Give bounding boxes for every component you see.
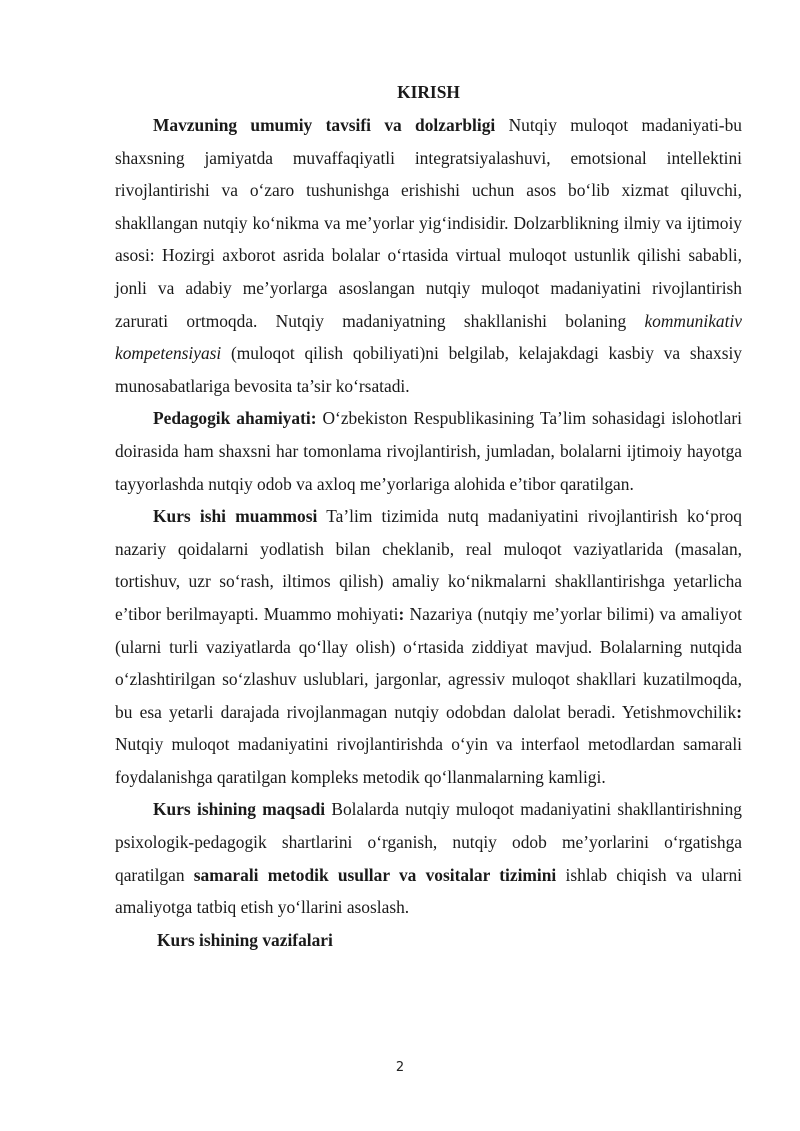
paragraph-text: O‘zbekiston Respublikasining Ta’lim sohasidagi islohotlari doirasida ham shaxsni har tomonlama rivojlantirish, jumladan, bolalarni ijtimoiy hayotga tayyorlashda nutqiy odob va axloq me’yorlariga alohida e’tibor qaratilgan. xyxy=(115,408,742,494)
paragraph-text: Nutqiy muloqot madaniyati-bu shaxsning jamiyatda muvaffaqiyatli integratsiyalashuvi, emotsional intellektini rivojlantirishi va o‘zaro tushunishga erishishi uchun asos bo‘lib xizmat qiluvchi, shakllangan nutqiy ko‘nikma va me’yorlar yig‘indisidir. Dolzarblikning ilmiy va ijtimoiy asosi: Hozirgi axborot asrida bolalar o‘rtasida virtual muloqot ustunlik qilishi sababli, jonli va adabiy me’yorlarga asoslangan nutqiy muloqot madaniyatini rivojlantirish zarurati ortmoqda. Nutqiy madaniyatning shakllanishi bolaning xyxy=(115,115,742,331)
page-content xyxy=(115,76,742,956)
page-number: 2 xyxy=(395,1060,405,1075)
paragraph-label: Kurs ishi muammosi xyxy=(153,506,318,527)
tasks-sub-heading: Kurs ishining vazifalari xyxy=(157,929,333,950)
paragraph-text: Bolalarda nutqiy muloqot madaniyatini shakllantirishning psixologik-pedagogik shartlarini o‘rganish, nutqiy odob me’yorlarini o‘rgatishga qaratilgan xyxy=(115,799,742,885)
paragraph-problem xyxy=(115,500,742,793)
paragraph-text: ishlab chiqish va ularni amaliyotga tatbiq etish yo‘llarini asoslash. xyxy=(115,864,742,918)
section-heading: KIRISH xyxy=(397,82,460,102)
paragraph-text: Ta’lim tizimida nutq madaniyatini rivojlantirish ko‘proq nazariy qoidalarni yodlatish bilan cheklanib, real muloqot vaziyatlarida (masalan, tortishuv, uzr so‘rash, iltimos qilish) amaliy ko‘nikmalarni shakllantirishga yetarlicha e’tibor berilmayapti. Muammo mohiyati xyxy=(115,506,742,624)
paragraph-label: Mavzuning umumiy tavsifi va dolzarbligi xyxy=(153,115,496,135)
paragraph-label: Pedagogik ahamiyati: xyxy=(153,408,317,429)
bold-colon: : xyxy=(398,603,405,624)
bold-colon: : xyxy=(736,701,742,722)
paragraph-text: Nazariya (nutqiy me’yorlar bilimi) va amaliyot (ularni turli vaziyatlarda qo‘llay olish) o‘rtasida ziddiyat mavjud. Bolalarning nutqida o‘zlashtirilgan so‘zlashuv uslublari, jargonlar, agressiv muloqot shakllari kuzatilmoqda, bu esa yetarli darajada rivojlanmagan nutqiy odobdan dalolat beradi. Yetishmovchilik xyxy=(115,603,742,722)
paragraph-goal xyxy=(115,793,742,923)
bold-phrase: samarali metodik usullar va vositalar tizimini xyxy=(193,864,557,885)
paragraph-text: Nutqiy muloqot madaniyatini rivojlantirishda o‘yin va interfaol metodlardan samarali foydalanishga qaratilgan kompleks metodik qo‘llanmalarning kamligi. xyxy=(115,734,742,787)
paragraph-text: (muloqot qilish qobiliyati)ni belgilab, kelajakdagi kasbiy va shaxsiy munosabatlariga bevosita ta’sir ko‘rsatadi. xyxy=(115,343,742,396)
paragraph-label: Kurs ishining maqsadi xyxy=(153,799,326,820)
italic-term: kommunikativ kompetensiyasi xyxy=(115,310,742,364)
paragraph-relevance xyxy=(115,109,742,402)
paragraph-pedagogical xyxy=(115,402,742,500)
